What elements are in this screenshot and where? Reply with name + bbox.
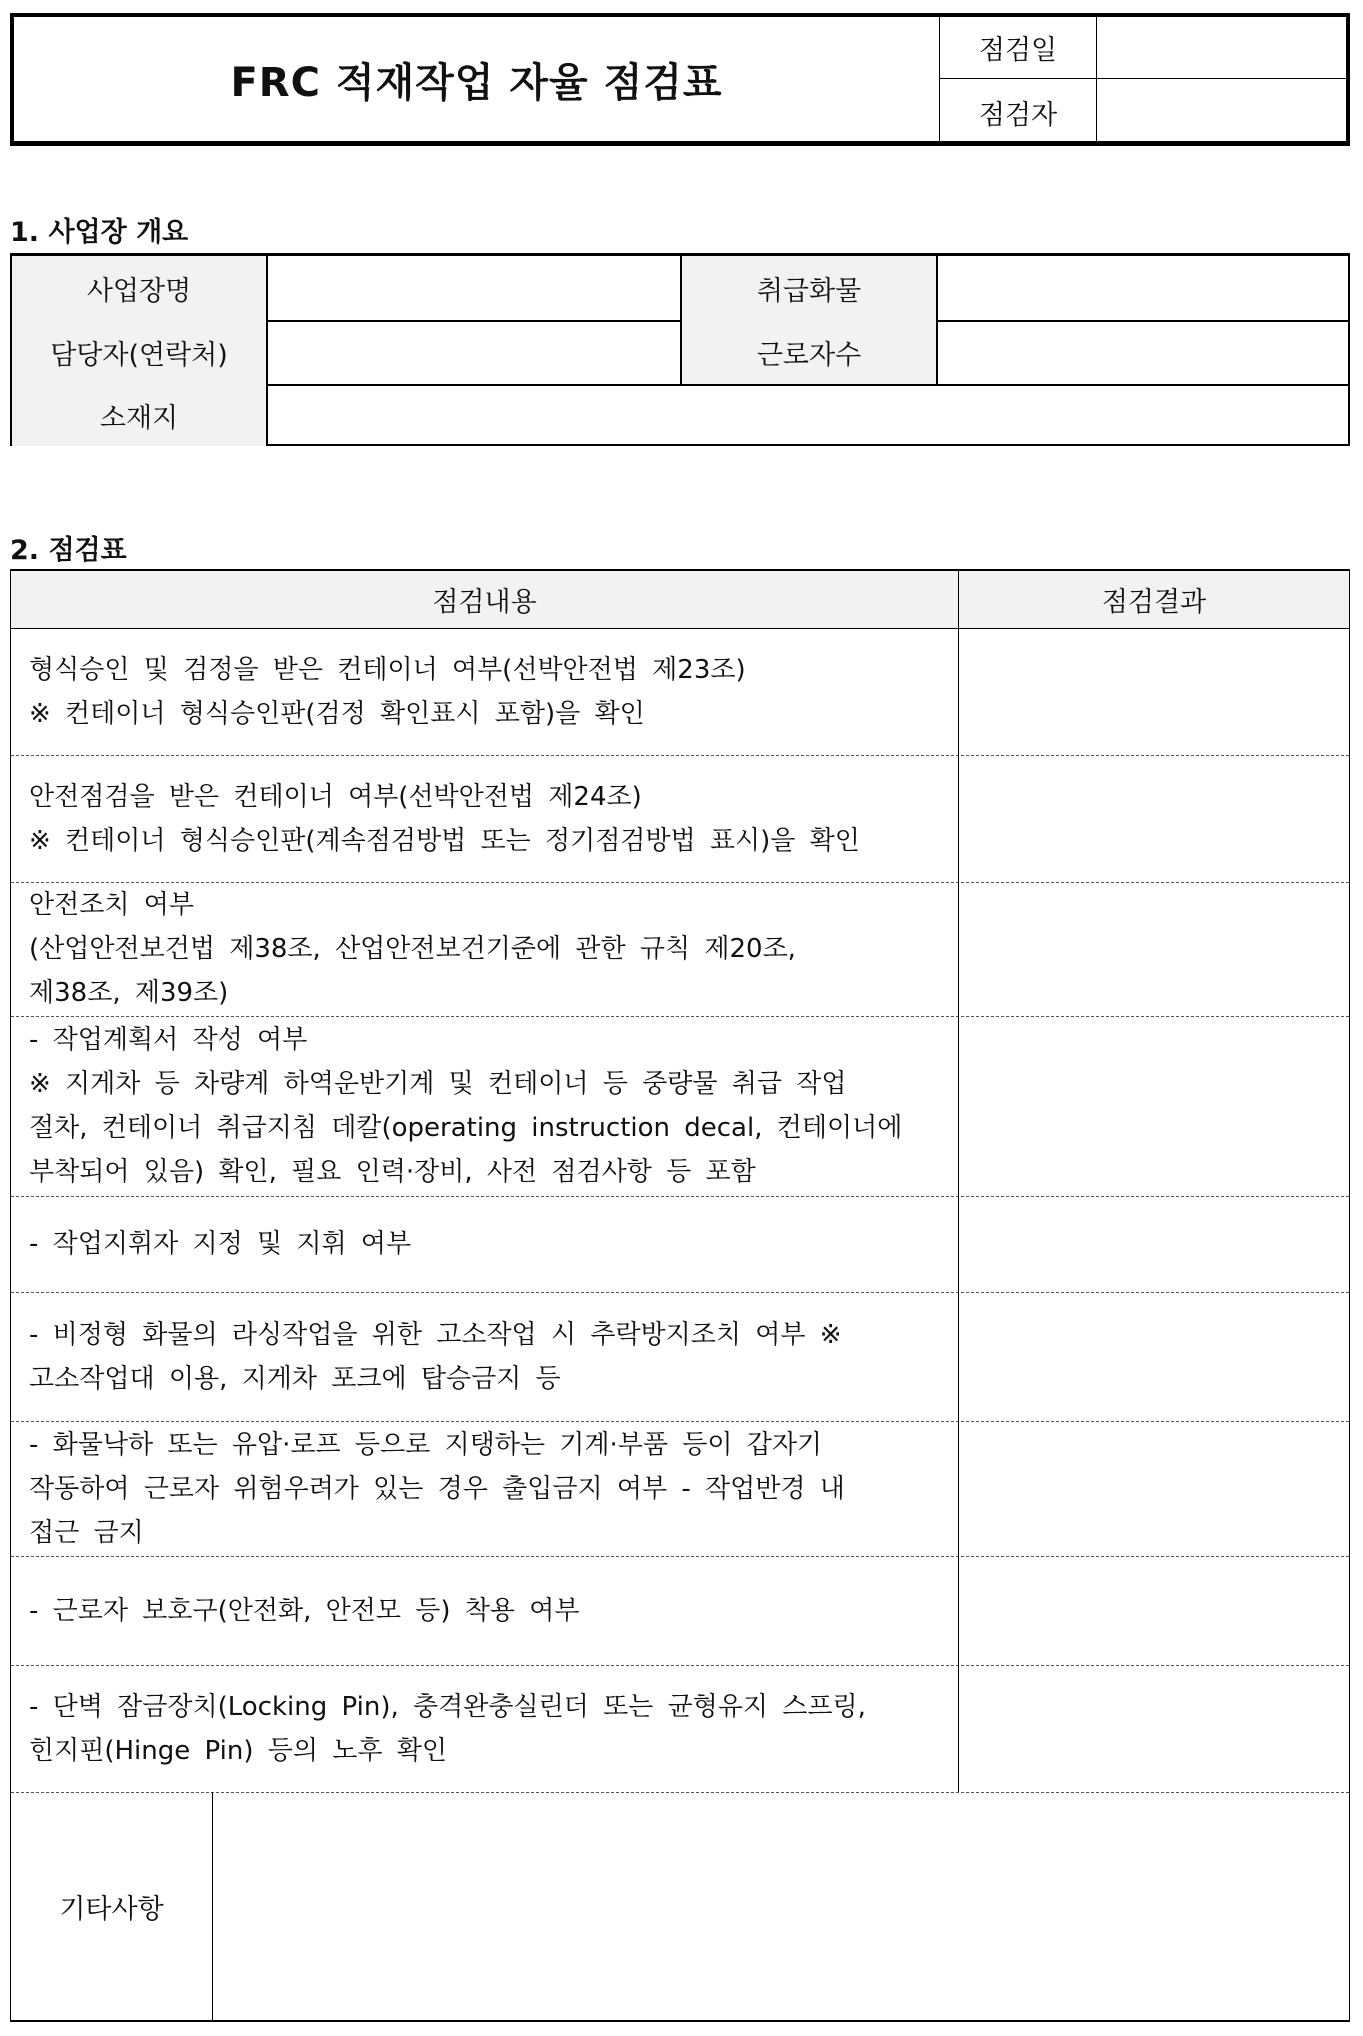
date-field[interactable] [1096,17,1346,79]
checklist-item-text: - 단벽 잠금장치(Locking Pin), 충격완충실린더 또는 균형유지 스프링, 힌지핀(Hinge Pin) 등의 노후 확인 [29,1691,866,1766]
checklist-item-text: 형식승인 및 검정을 받은 컨테이너 여부(선박안전법 제23조) ※ 컨테이너 형식승인판(검정 확인표시 포함)을 확인 [29,654,746,729]
header-box [10,13,1350,146]
checklist-row [11,1016,1349,1197]
location-field[interactable] [268,384,1348,446]
workers-label: 근로자수 [682,320,938,384]
checklist-row [11,1292,1349,1422]
workers-field[interactable] [938,320,1348,384]
page-title: FRC 적재작업 자율 점검표 [230,59,723,106]
checklist-result-field[interactable] [958,755,1349,882]
col-header-content: 점검내용 [432,587,537,618]
checklist-item-text: - 작업계획서 작성 여부 ※ 지게차 등 차량계 하역운반기계 및 컨테이너 등 중량물 취급 작업 절차, 컨테이너 취급지침 데칼(operating instruction decal, 컨테이너에 부착되어 있음) 확인, 필요 인력·장비, 사전 점검사항 등 포함 [29,1025,903,1187]
checklist-result-field[interactable] [958,1556,1349,1665]
checklist-row [11,628,1349,756]
checklist-row [11,1556,1349,1666]
checklist-result-field[interactable] [958,1292,1349,1421]
checklist-item-text: 안전점검을 받은 컨테이너 여부(선박안전법 제24조) ※ 컨테이너 형식승인판(계속점검방법 또는 정기점검방법 표시)을 확인 [29,781,860,856]
date-label: 점검일 [939,17,1096,79]
checklist-result-field[interactable] [958,1421,1349,1556]
location-label: 소재지 [12,384,268,446]
checklist-item-text: - 비정형 화물의 라싱작업을 위한 고소작업 시 추락방지조치 여부 ※ 고소작업대 이용, 지게차 포크에 탑승금지 등 [29,1319,842,1394]
checklist-result-field[interactable] [958,1016,1349,1196]
inspector-field[interactable] [1096,79,1346,146]
other-field[interactable] [213,1792,1349,2020]
checklist-result-field[interactable] [958,1196,1349,1292]
section1-title: 1. 사업장 개요 [10,217,189,248]
checklist-row [11,755,1349,883]
checklist-result-field[interactable] [958,882,1349,1016]
checklist-item-text: 안전조치 여부 (산업안전보건법 제38조, 산업안전보건기준에 관한 규칙 제20조, 제38조, 제39조) [29,890,796,1008]
cargo-field[interactable] [938,256,1348,320]
site-overview-table [10,253,1350,446]
checklist-row [11,882,1349,1017]
manager-label: 담당자(연락처) [12,320,268,384]
inspector-label: 점검자 [939,79,1096,146]
site-name-field[interactable] [268,256,682,320]
cargo-label: 취급화물 [682,256,938,320]
col-header-result: 점검결과 [958,571,1349,628]
checklist-table [10,569,1350,2022]
site-name-label: 사업장명 [12,256,268,320]
checklist-row [11,1196,1349,1293]
checklist-row [11,1665,1349,1793]
checklist-item-text: - 작업지휘자 지정 및 지휘 여부 [29,1229,412,1259]
checklist-item-text: - 화물낙하 또는 유압·로프 등으로 지탱하는 기계·부품 등이 갑자기 작동하여 근로자 위험우려가 있는 경우 출입금지 여부 - 작업반경 내 접근 금지 [29,1429,845,1548]
checklist-result-field[interactable] [958,628,1349,755]
checklist-item-text: - 근로자 보호구(안전화, 안전모 등) 착용 여부 [29,1595,580,1626]
checklist-result-field[interactable] [958,1665,1349,1792]
section2-title: 2. 점검표 [10,535,127,566]
checklist-row [11,1421,1349,1557]
manager-field[interactable] [268,320,682,384]
other-label: 기타사항 [11,1792,213,2020]
